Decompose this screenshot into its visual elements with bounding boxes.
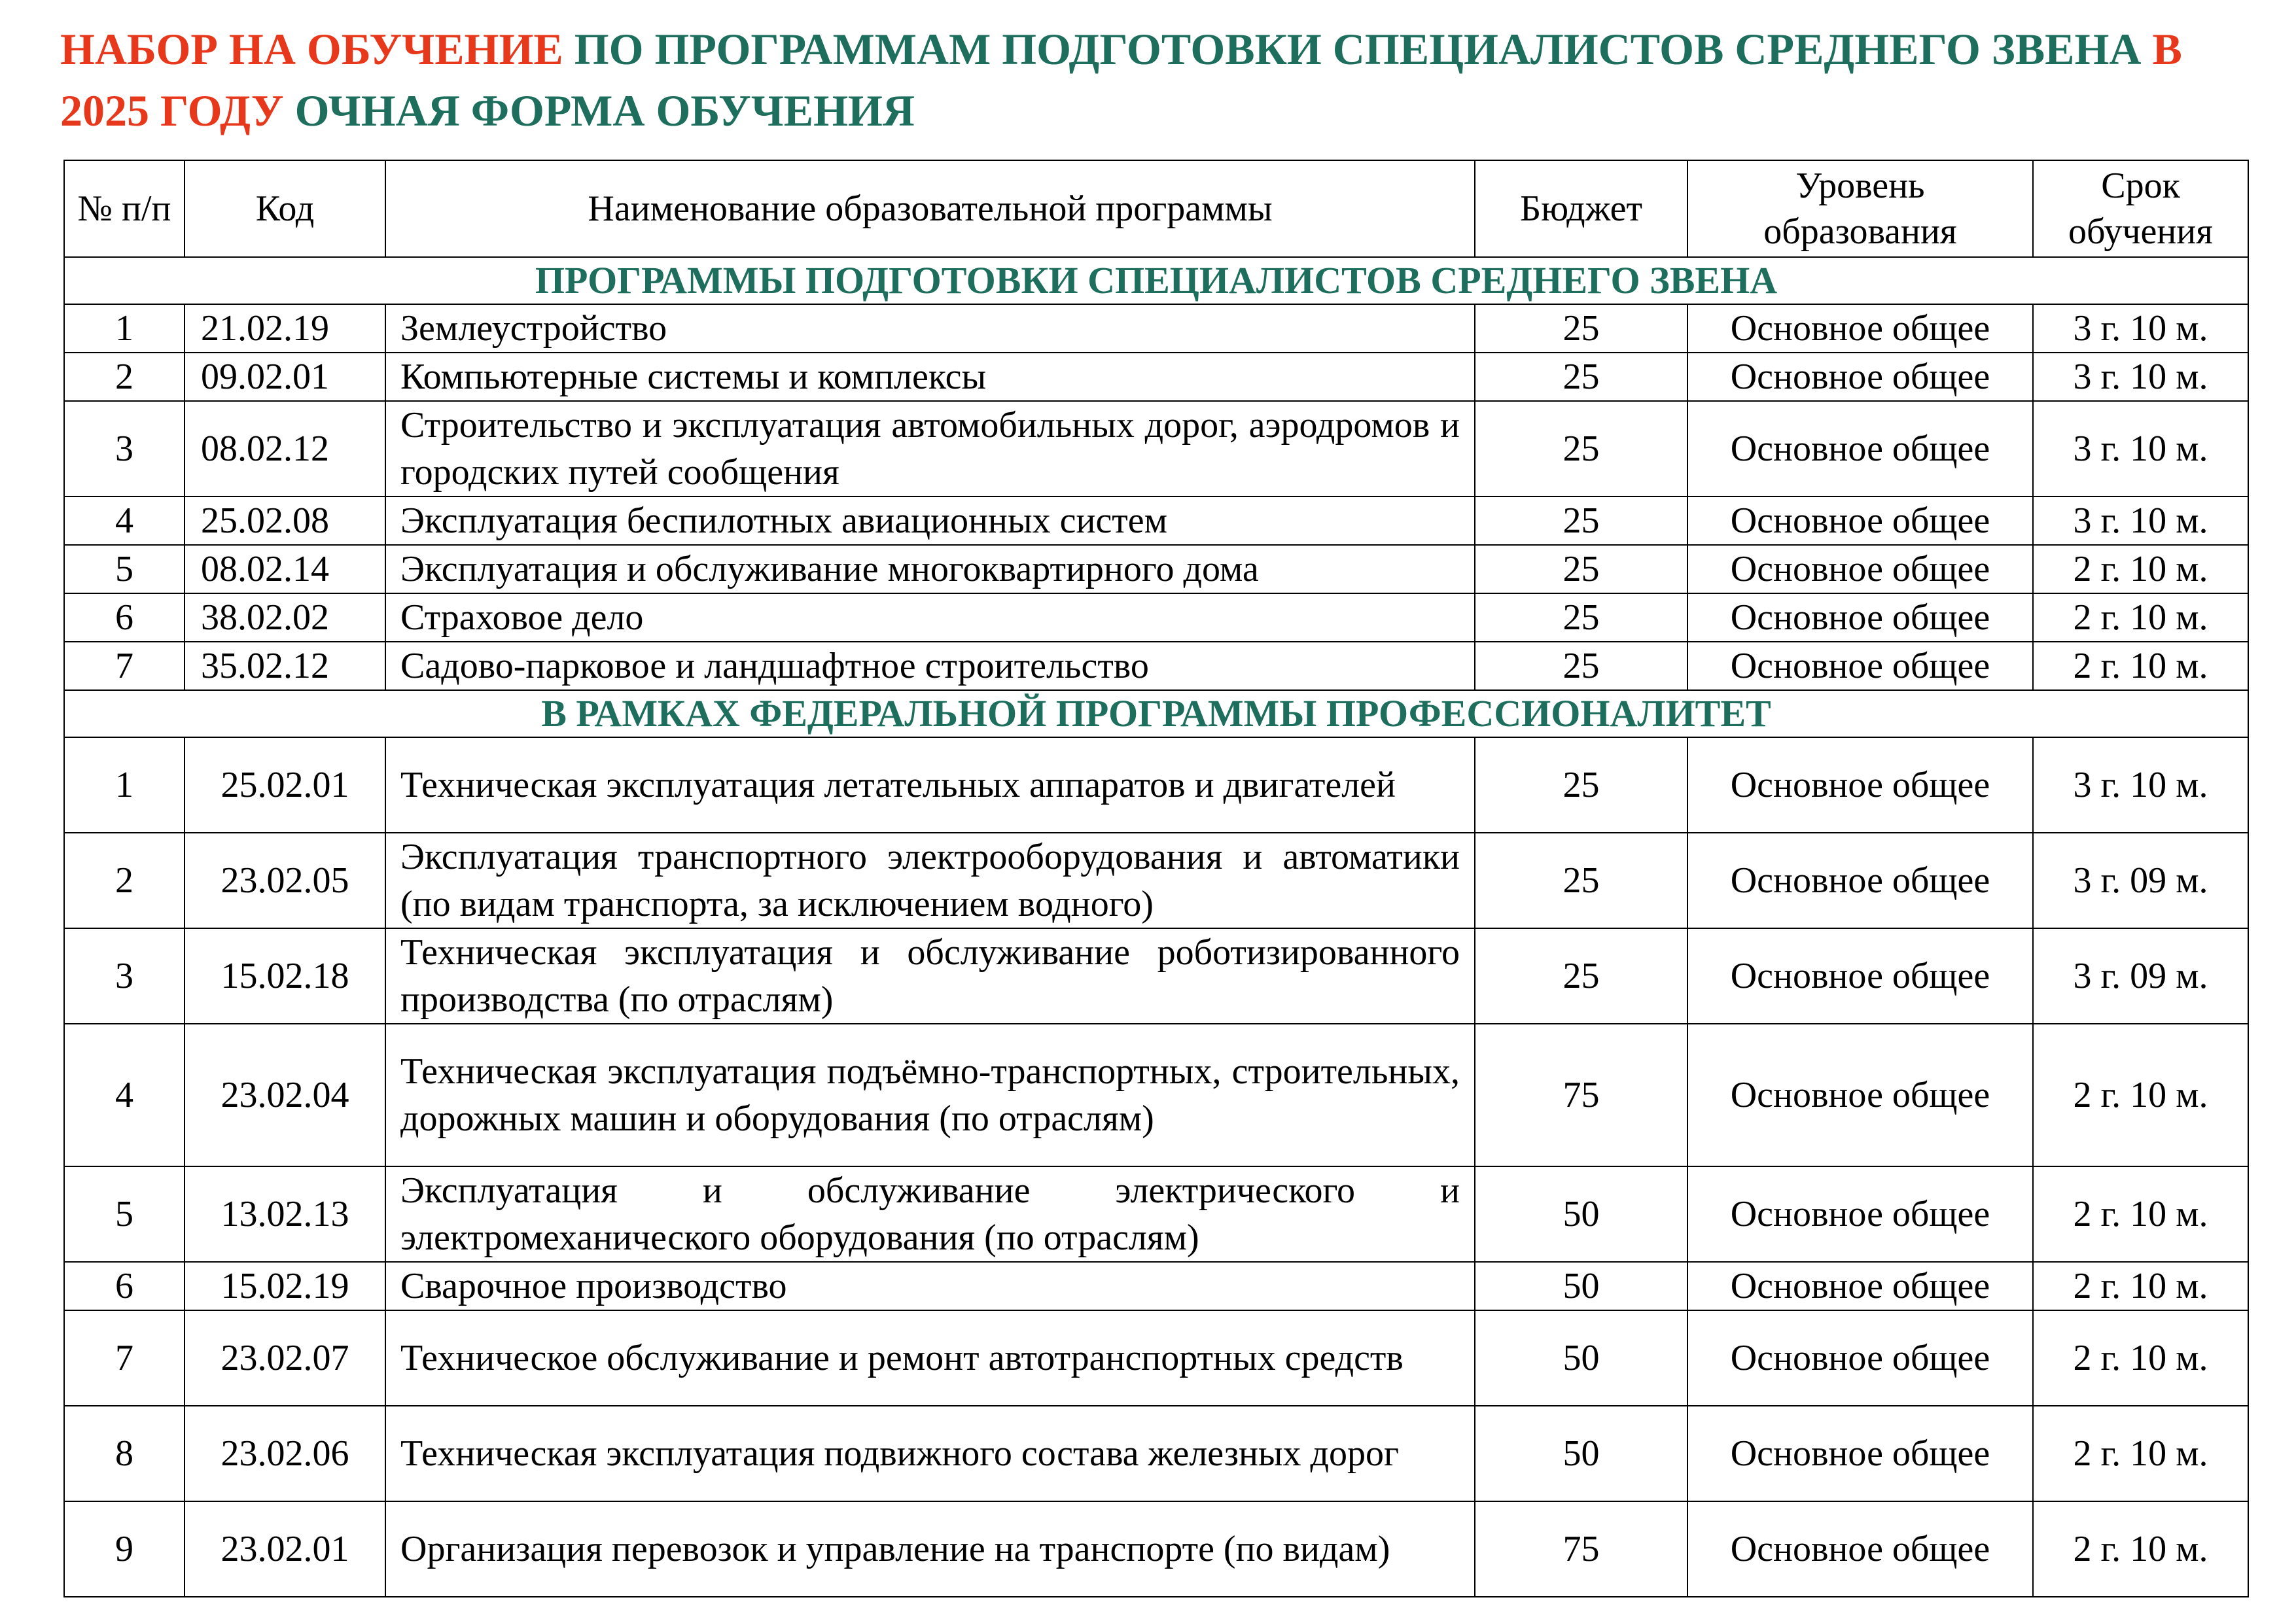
row-budget: 25 [1475,401,1687,497]
table-row [64,642,2248,690]
row-term: 3 г. 10 м. [2033,401,2248,497]
row-code: 23.02.05 [185,833,385,928]
row-num: 6 [64,593,185,642]
row-term: 2 г. 10 м. [2033,1406,2248,1501]
row-code: 38.02.02 [185,593,385,642]
section-1-heading [64,257,2248,304]
row-level: Основное общее [1687,1406,2033,1501]
section-2-title: В РАМКАХ ФЕДЕРАЛЬНОЙ ПРОГРАММЫ ПРОФЕССИОНАЛИТЕТ [64,690,2248,737]
header-budget: Бюджет [1475,160,1687,257]
header-code: Код [185,160,385,257]
row-name: Сварочное производство [385,1262,1475,1310]
table-row [64,1262,2248,1310]
row-num: 4 [64,1024,185,1166]
title-part-4: ОЧНАЯ ФОРМА ОБУЧЕНИЯ [283,86,915,135]
table-row [64,1024,2248,1166]
row-level: Основное общее [1687,1262,2033,1310]
row-code: 23.02.01 [185,1501,385,1597]
header-level: Уровень образования [1687,160,2033,257]
row-num: 5 [64,1166,185,1262]
row-level: Основное общее [1687,593,2033,642]
row-num: 8 [64,1406,185,1501]
table-row [64,304,2248,353]
row-budget: 25 [1475,833,1687,928]
row-level: Основное общее [1687,928,2033,1024]
programs-table [63,160,2249,1597]
row-code: 15.02.19 [185,1262,385,1310]
row-term: 3 г. 09 м. [2033,833,2248,928]
row-level: Основное общее [1687,401,2033,497]
table-row [64,1310,2248,1406]
row-level: Основное общее [1687,353,2033,401]
section-2-heading [64,690,2248,737]
row-budget: 50 [1475,1262,1687,1310]
row-budget: 50 [1475,1406,1687,1501]
row-name: Эксплуатация и обслуживание многоквартирного дома [385,545,1475,593]
row-code: 23.02.04 [185,1024,385,1166]
row-budget: 25 [1475,593,1687,642]
row-level: Основное общее [1687,497,2033,545]
row-budget: 50 [1475,1166,1687,1262]
row-term: 2 г. 10 м. [2033,1024,2248,1166]
header-num: № п/п [64,160,185,257]
row-term: 3 г. 10 м. [2033,304,2248,353]
row-num: 7 [64,642,185,690]
row-name: Эксплуатация и обслуживание электрического и электромеханического оборудования (по отраслям) [385,1166,1475,1262]
row-name: Эксплуатация беспилотных авиационных систем [385,497,1475,545]
row-num: 9 [64,1501,185,1597]
row-code: 25.02.08 [185,497,385,545]
row-num: 1 [64,304,185,353]
row-num: 1 [64,737,185,833]
row-name: Организация перевозок и управление на транспорте (по видам) [385,1501,1475,1597]
row-term: 3 г. 10 м. [2033,497,2248,545]
row-code: 25.02.01 [185,737,385,833]
row-code: 23.02.06 [185,1406,385,1501]
row-name: Техническая эксплуатация подвижного состава железных дорог [385,1406,1475,1501]
row-name: Садово-парковое и ландшафтное строительство [385,642,1475,690]
row-num: 3 [64,401,185,497]
row-budget: 25 [1475,642,1687,690]
table-row [64,1166,2248,1262]
row-term: 2 г. 10 м. [2033,1262,2248,1310]
row-name: Компьютерные системы и комплексы [385,353,1475,401]
row-code: 15.02.18 [185,928,385,1024]
row-num: 2 [64,833,185,928]
row-budget: 25 [1475,304,1687,353]
row-name: Техническая эксплуатация и обслуживание роботизированного производства (по отраслям) [385,928,1475,1024]
row-level: Основное общее [1687,1310,2033,1406]
row-name: Техническая эксплуатация подъёмно-транспортных, строительных, дорожных машин и оборудования (по отраслям) [385,1024,1475,1166]
row-level: Основное общее [1687,1166,2033,1262]
table-row [64,1501,2248,1597]
row-term: 2 г. 10 м. [2033,593,2248,642]
row-level: Основное общее [1687,1024,2033,1166]
row-term: 2 г. 10 м. [2033,642,2248,690]
title-part-3: В 2025 ГОДУ [60,24,2182,135]
row-term: 2 г. 10 м. [2033,1166,2248,1262]
row-term: 2 г. 10 м. [2033,545,2248,593]
row-budget: 25 [1475,497,1687,545]
row-budget: 75 [1475,1501,1687,1597]
table-header-row [64,160,2248,257]
header-term: Срок обучения [2033,160,2248,257]
row-level: Основное общее [1687,1501,2033,1597]
table-row [64,928,2248,1024]
page-title [60,18,2259,141]
row-code: 08.02.12 [185,401,385,497]
row-level: Основное общее [1687,545,2033,593]
title-part-2: ПО ПРОГРАММАМ ПОДГОТОВКИ СПЕЦИАЛИСТОВ СРЕДНЕГО ЗВЕНА [563,24,2142,74]
row-level: Основное общее [1687,833,2033,928]
row-term: 3 г. 09 м. [2033,928,2248,1024]
table-row [64,401,2248,497]
table-row [64,497,2248,545]
row-term: 2 г. 10 м. [2033,1310,2248,1406]
row-term: 3 г. 10 м. [2033,737,2248,833]
row-budget: 25 [1475,545,1687,593]
row-budget: 50 [1475,1310,1687,1406]
row-num: 3 [64,928,185,1024]
row-code: 08.02.14 [185,545,385,593]
title-part-1: НАБОР НА ОБУЧЕНИЕ [60,24,563,74]
row-budget: 75 [1475,1024,1687,1166]
row-budget: 25 [1475,737,1687,833]
table-row [64,1406,2248,1501]
row-term: 2 г. 10 м. [2033,1501,2248,1597]
row-name: Техническая эксплуатация летательных аппаратов и двигателей [385,737,1475,833]
row-num: 5 [64,545,185,593]
row-num: 6 [64,1262,185,1310]
row-code: 35.02.12 [185,642,385,690]
header-name: Наименование образовательной программы [385,160,1475,257]
row-budget: 25 [1475,928,1687,1024]
row-code: 23.02.07 [185,1310,385,1406]
row-name: Строительство и эксплуатация автомобильных дорог, аэродромов и городских путей сообщения [385,401,1475,497]
row-num: 4 [64,497,185,545]
section-1-title: ПРОГРАММЫ ПОДГОТОВКИ СПЕЦИАЛИСТОВ СРЕДНЕГО ЗВЕНА [64,257,2248,304]
table-row [64,353,2248,401]
row-name: Эксплуатация транспортного электрооборудования и автоматики (по видам транспорта, за исключением водного) [385,833,1475,928]
row-level: Основное общее [1687,304,2033,353]
table-row [64,545,2248,593]
row-level: Основное общее [1687,642,2033,690]
row-name: Техническое обслуживание и ремонт автотранспортных средств [385,1310,1475,1406]
row-level: Основное общее [1687,737,2033,833]
row-code: 21.02.19 [185,304,385,353]
row-num: 2 [64,353,185,401]
row-num: 7 [64,1310,185,1406]
table-row [64,833,2248,928]
table-row [64,593,2248,642]
row-term: 3 г. 10 м. [2033,353,2248,401]
row-name: Землеустройство [385,304,1475,353]
row-name: Страховое дело [385,593,1475,642]
table-row [64,737,2248,833]
row-code: 13.02.13 [185,1166,385,1262]
row-budget: 25 [1475,353,1687,401]
row-code: 09.02.01 [185,353,385,401]
